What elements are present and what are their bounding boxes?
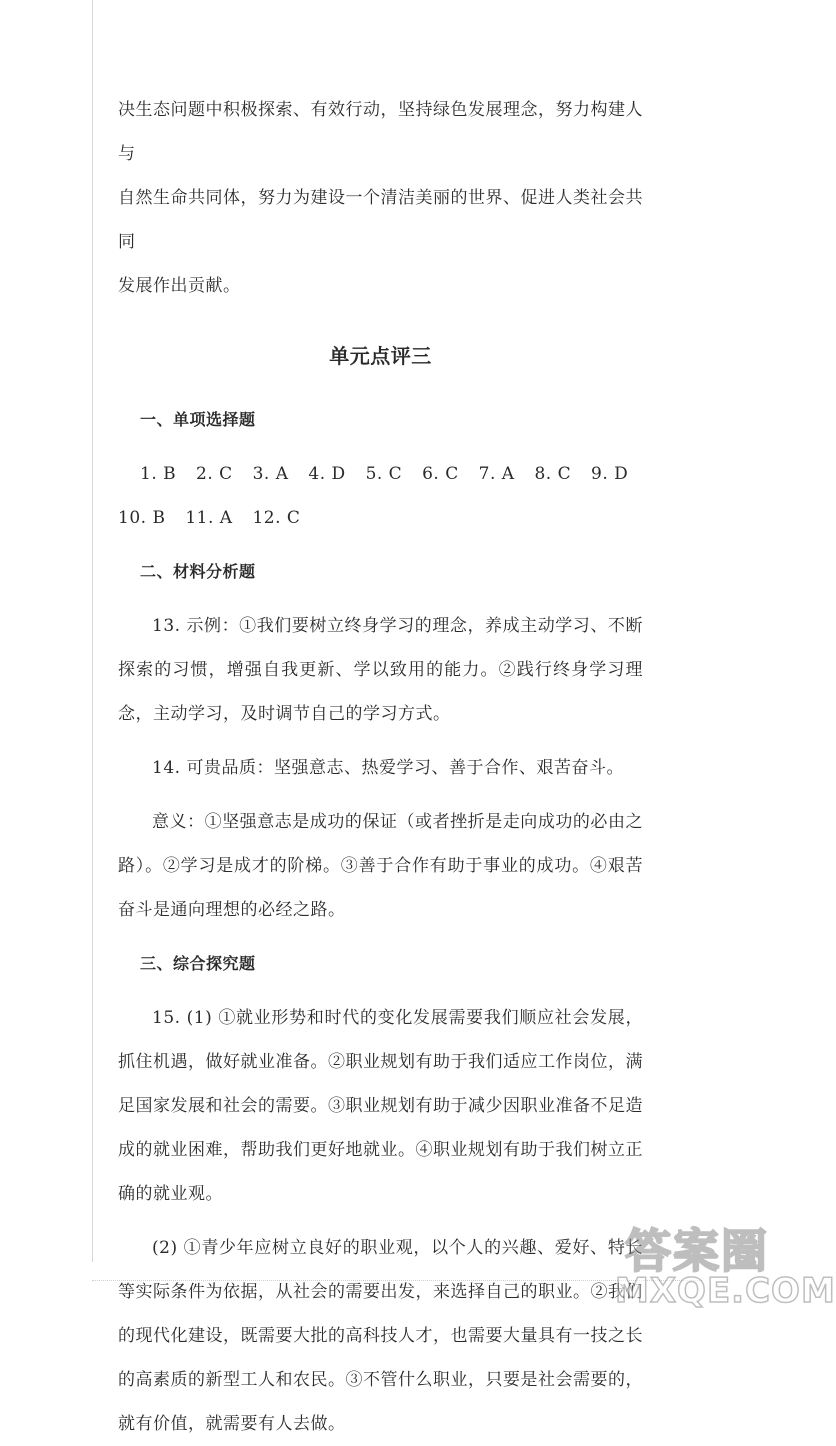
answer-row-1 bbox=[118, 452, 643, 496]
page-content bbox=[118, 88, 643, 1446]
answer-list bbox=[118, 452, 643, 540]
answer-item: 1. B bbox=[140, 464, 177, 484]
bottom-dotted-rule bbox=[92, 1280, 702, 1281]
answer-item: 11. A bbox=[185, 508, 233, 528]
answer-item: 6. C bbox=[422, 464, 459, 484]
q13-answer: 13. 示例：①我们要树立终身学习的理念，养成主动学习、不断探索的习惯，增强自我更新、学以致用的能力。②践行终身学习理念，主动学习，及时调节自己的学习方式。 bbox=[118, 616, 643, 724]
answer-row-2 bbox=[118, 496, 643, 540]
answer-item: 10. B bbox=[118, 508, 166, 528]
answer-item: 7. A bbox=[478, 464, 515, 484]
answer-item: 4. D bbox=[308, 464, 346, 484]
intro-line-3: 发展作出贡献。 bbox=[118, 276, 241, 296]
q15-part1: 15. (1) ①就业形势和时代的变化发展需要我们顺应社会发展，抓住机遇，做好就业准备。②职业规划有助于我们适应工作岗位，满足国家发展和社会的需要。③职业规划有助于减少因职业准备不足造成的就业困难，帮助我们更好地就业。④职业规划有助于我们树立正确的就业观。 bbox=[118, 1008, 643, 1204]
watermark-bottom-text: MXQE.COM bbox=[615, 1271, 836, 1311]
watermark-logo bbox=[615, 1215, 836, 1315]
section-title: 单元点评三 bbox=[329, 344, 432, 368]
answer-item: 8. C bbox=[534, 464, 572, 484]
part1-heading: 一、单项选择题 bbox=[140, 410, 256, 429]
q15-part2: (2) ①青少年应树立良好的职业观，以个人的兴趣、爱好、特长等实际条件为依据，从社会的需要出发，来选择自己的职业。②我们的现代化建设，既需要大批的高科技人才，也需要大量具有一技之长的高素质的新型工人和农民。③不管什么职业，只要是社会需要的，就有价值，就需要有人去做。 bbox=[118, 1238, 643, 1434]
part2-heading: 二、材料分析题 bbox=[140, 562, 256, 581]
answer-item: 12. C bbox=[252, 508, 301, 528]
answer-item: 3. A bbox=[252, 464, 289, 484]
answer-item: 2. C bbox=[196, 464, 233, 484]
answer-item: 5. C bbox=[365, 464, 403, 484]
intro-line-2: 自然生命共同体，努力为建设一个清洁美丽的世界、促进人类社会共同 bbox=[118, 188, 643, 252]
page-left-border bbox=[92, 0, 93, 1262]
intro-line-1: 决生态问题中积极探索、有效行动，坚持绿色发展理念，努力构建人与 bbox=[118, 100, 643, 164]
part3-heading: 三、综合探究题 bbox=[140, 954, 256, 973]
watermark-top-text: 答案圈 bbox=[625, 1224, 769, 1278]
q14-meaning: 意义：①坚强意志是成功的保证（或者挫折是走向成功的必由之路）。②学习是成才的阶梯。③善于合作有助于事业的成功。④艰苦奋斗是通向理想的必经之路。 bbox=[118, 812, 643, 920]
q14-quality: 14. 可贵品质：坚强意志、热爱学习、善于合作、艰苦奋斗。 bbox=[152, 758, 624, 778]
answer-item: 9. D bbox=[591, 464, 629, 484]
